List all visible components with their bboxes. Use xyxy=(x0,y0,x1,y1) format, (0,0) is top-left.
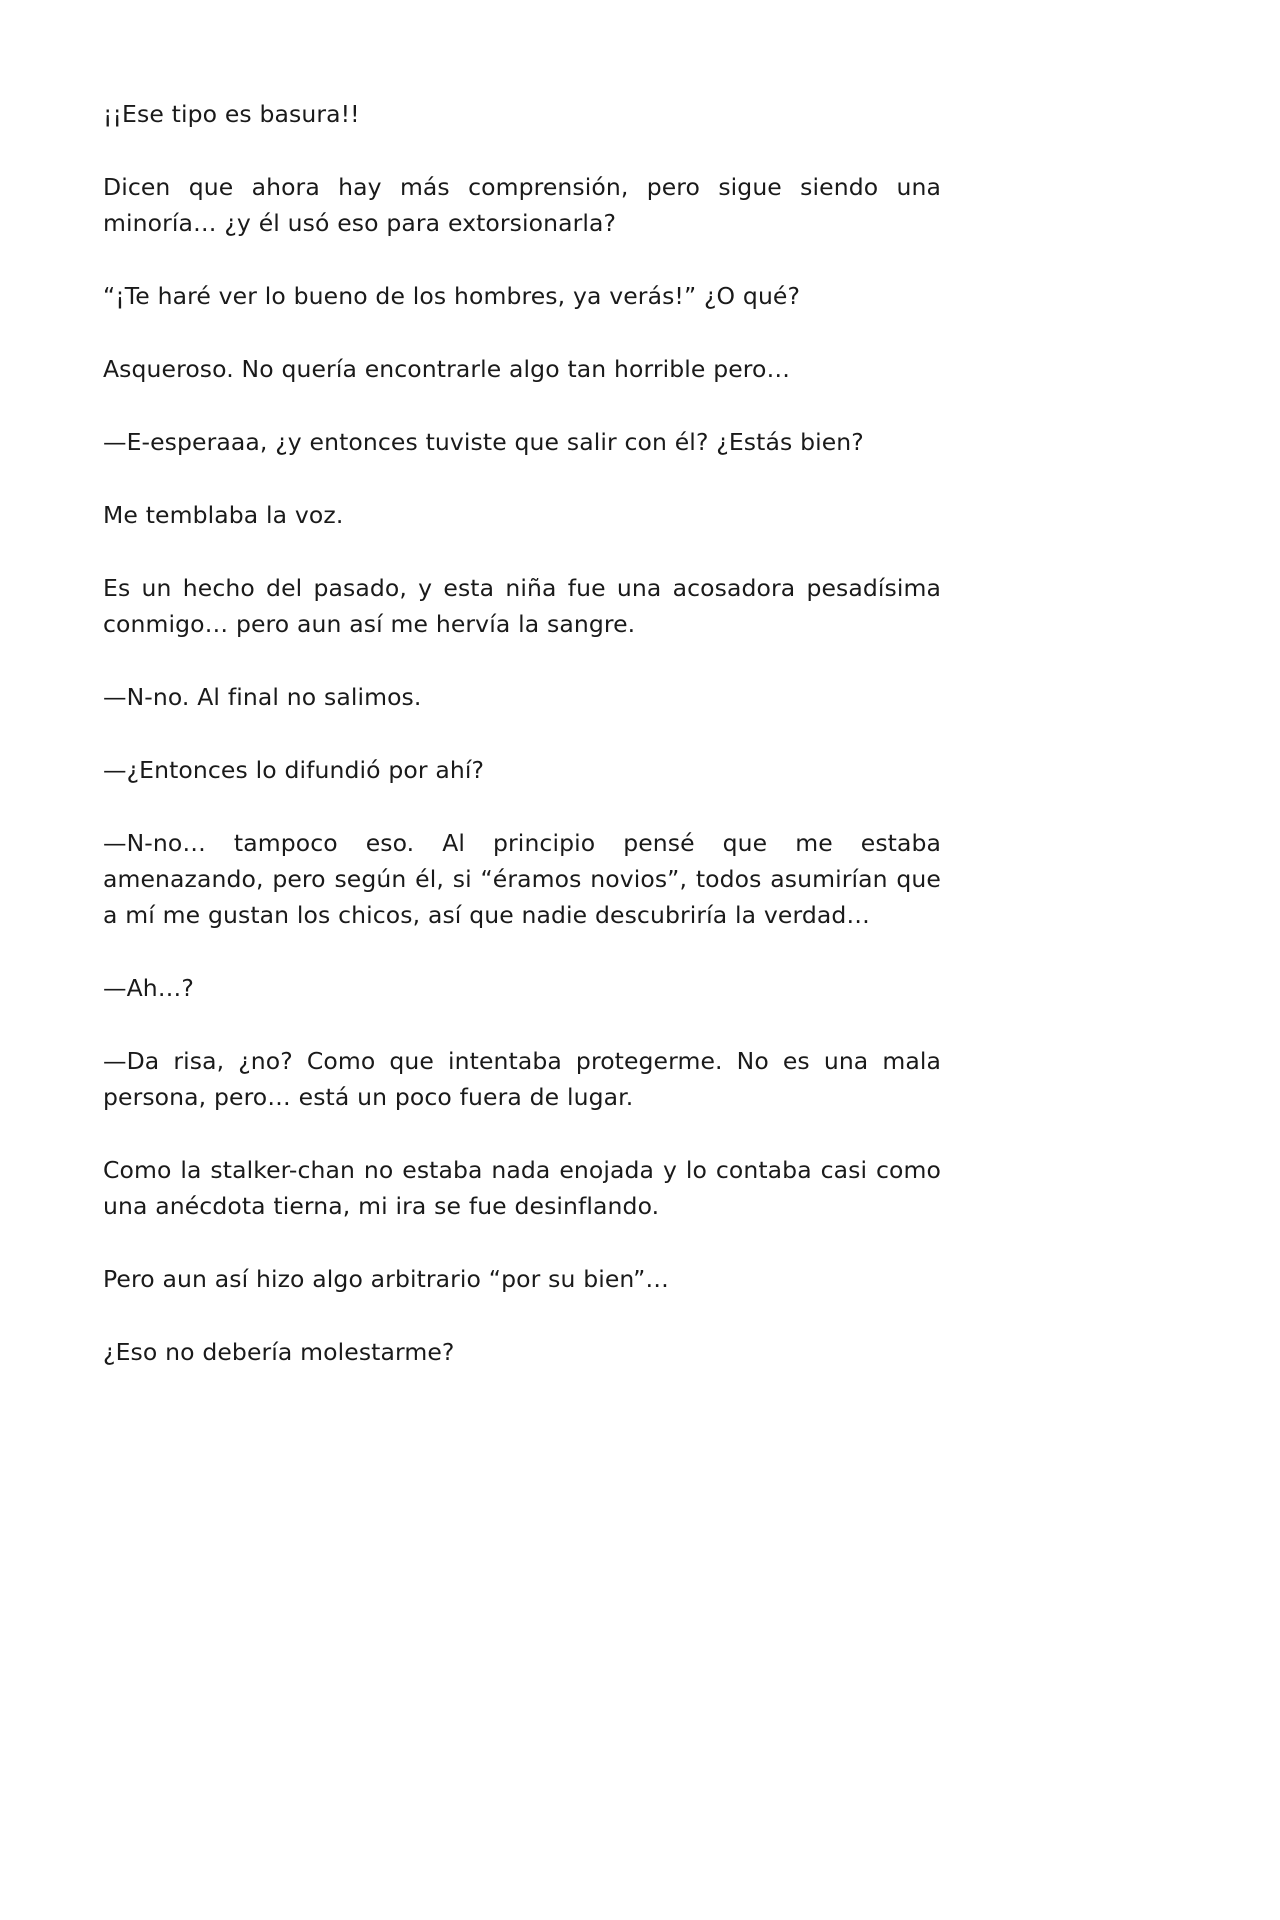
paragraph-2: Dicen que ahora hay más comprensión, pero sigue siendo una minoría… ¿y él usó eso para extorsionarla? xyxy=(103,173,941,237)
text-column xyxy=(103,96,941,1370)
paragraph-13: Como la stalker-chan no estaba nada enojada y lo contaba casi como una anécdota tierna, mi ira se fue desinflando. xyxy=(103,1156,941,1220)
paragraph-12: —Da risa, ¿no? Como que intentaba protegerme. No es una mala persona, pero… está un poco fuera de lugar. xyxy=(103,1047,941,1111)
paragraph-5: —E-esperaaa, ¿y entonces tuviste que salir con él? ¿Estás bien? xyxy=(103,428,864,456)
paragraph-6: Me temblaba la voz. xyxy=(103,501,344,529)
paragraph-1: ¡¡Ese tipo es basura!! xyxy=(103,100,360,128)
paragraph-10: —N-no… tampoco eso. Al principio pensé que me estaba amenazando, pero según él, si “éramos novios”, todos asumirían que a mí me gustan los chicos, así que nadie descubriría la verdad… xyxy=(103,829,941,929)
paragraph-7: Es un hecho del pasado, y esta niña fue una acosadora pesadísima conmigo… pero aun así me hervía la sangre. xyxy=(103,574,941,638)
paragraph-14: Pero aun así hizo algo arbitrario “por su bien”… xyxy=(103,1265,670,1293)
paragraph-8: —N-no. Al final no salimos. xyxy=(103,683,422,711)
paragraph-11: —Ah…? xyxy=(103,974,194,1002)
paragraph-15: ¿Eso no debería molestarme? xyxy=(103,1338,455,1366)
paragraph-9: —¿Entonces lo difundió por ahí? xyxy=(103,756,485,784)
paragraph-4: Asqueroso. No quería encontrarle algo tan horrible pero… xyxy=(103,355,791,383)
paragraph-3: “¡Te haré ver lo bueno de los hombres, ya verás!” ¿O qué? xyxy=(103,282,801,310)
